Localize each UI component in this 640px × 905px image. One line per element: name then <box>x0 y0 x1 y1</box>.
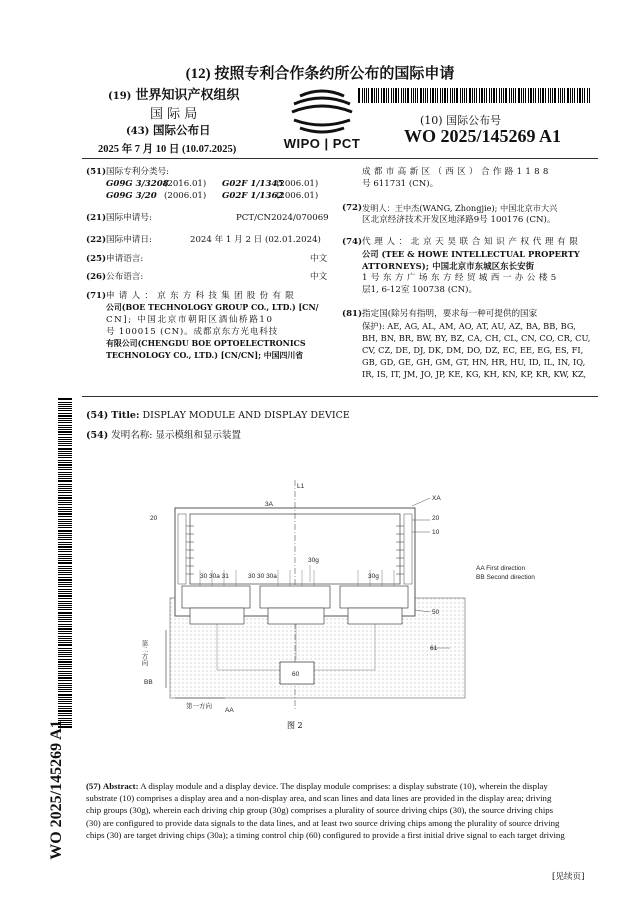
title-english: (54) Title: DISPLAY MODULE AND DISPLAY DEVICE <box>86 410 350 421</box>
barcode-bar <box>474 88 475 103</box>
barcode-bar <box>481 88 483 103</box>
barcode-bar <box>58 500 72 501</box>
barcode-bar <box>58 537 72 538</box>
barcode-bar <box>584 88 585 103</box>
barcode-bar <box>58 439 72 440</box>
barcode-bar <box>58 556 72 557</box>
barcode-bar <box>58 513 72 515</box>
organization-block: (19) 世界知识产权组织 国 际 局 <box>108 88 240 122</box>
barcode-bar <box>58 648 72 649</box>
barcode-bar <box>58 509 72 510</box>
figure-caption: 图 2 <box>287 721 303 730</box>
barcode-bar <box>58 666 72 667</box>
barcode-bar <box>535 88 536 103</box>
barcode-bar <box>58 584 72 585</box>
barcode-bar <box>528 88 529 103</box>
driving-chip-groups <box>182 586 408 624</box>
barcode-bar <box>444 88 446 103</box>
barcode-bar <box>58 507 72 508</box>
barcode-bar <box>58 546 72 548</box>
barcode-bar <box>58 429 72 430</box>
barcode-bar <box>58 413 72 414</box>
barcode-bar <box>58 451 72 452</box>
label-30-30-30a: 30 30 30a <box>248 573 277 580</box>
ipc-code-1: G09G 3/3208 <box>106 179 169 189</box>
barcode-bar <box>58 664 72 665</box>
barcode-bar <box>503 88 504 103</box>
label-l1: L1 <box>297 483 305 490</box>
states-num: (81) <box>342 309 363 319</box>
barcode-bar <box>58 410 72 411</box>
barcode-bar <box>391 88 392 103</box>
barcode-bar <box>518 88 520 103</box>
side-publication-number: WO 2025/145269 A1 <box>48 720 65 860</box>
barcode-bar <box>58 640 72 641</box>
barcode-bar <box>545 88 546 103</box>
barcode-bar <box>58 593 72 594</box>
filing-lang-num: (25) <box>86 254 107 264</box>
barcode-bar <box>579 88 581 103</box>
barcode-bar <box>415 88 416 103</box>
barcode-bar <box>58 582 72 583</box>
barcode-bar <box>58 443 72 444</box>
barcode-bar <box>364 88 365 103</box>
barcode-bar <box>381 88 382 103</box>
barcode-bar <box>58 404 72 405</box>
barcode-bar <box>58 521 72 522</box>
barcode-bar <box>484 88 485 103</box>
barcode-bar <box>378 88 379 103</box>
barcode-bar <box>440 88 441 103</box>
label-50: 50 <box>432 609 440 616</box>
barcode-bar <box>58 685 72 686</box>
barcode-bar <box>395 88 397 103</box>
agent-text: 代理人：北京天昊联合知识产权代理有限 公司 (TEE & HOWE INTELLECTUAL PROPERTY ATTORNEYS); 中国北京市东城区东长安街 1号东方广场东方经贸城西一办公楼5 层1, 6-12室 100738 (CN)。 <box>362 237 582 295</box>
barcode-bar <box>523 88 524 103</box>
barcode-bar <box>358 88 360 103</box>
ipc-year-3: (2006.01) <box>164 191 207 201</box>
pub-lang-num: (26) <box>86 272 107 282</box>
barcode-bar <box>505 88 507 103</box>
agent-num: (74) <box>342 237 363 247</box>
barcode-bar <box>464 88 465 103</box>
barcode-bar <box>58 455 72 456</box>
barcode-bar <box>587 88 588 103</box>
barcode-bar <box>58 677 72 679</box>
barcode-bar <box>58 418 72 419</box>
barcode-bar <box>462 88 463 103</box>
barcode-bar <box>574 88 575 103</box>
continued-note: [见续页] <box>552 872 585 882</box>
designated-states: 指定国(除另有指明，要求每一种可提供的国家 保护): AE, AG, AL, AM, AO, AT, AU, AZ, BA, BB, BG, BH, BN, BR, BW, BY, BZ, CA, CH, CL, CN, CO, CR, CU, CV, CZ, DE, DJ, DK, DM, DO, DZ, EC, EE, EG, ES, FI, GB, GD, GE, GH, GM, GT, HN, HR, HU, ID, IL, IN, IQ, IR, IS, IT, JM, JO, JP, KE, KG, KH, KN, KP, KR, KW, KZ, <box>362 309 591 379</box>
barcode-bar <box>560 88 561 103</box>
barcode-bar <box>567 88 569 103</box>
figure-drawing <box>130 470 590 740</box>
label-aa: AA <box>225 707 234 714</box>
barcode-bar <box>554 88 556 103</box>
label-60: 60 <box>292 671 300 678</box>
barcode-bar <box>540 88 541 103</box>
barcode-bar <box>58 638 72 639</box>
barcode-bar <box>58 659 72 660</box>
barcode-bar <box>425 88 426 103</box>
barcode-bar <box>58 668 72 669</box>
barcode-bar <box>58 549 72 550</box>
barcode-bar <box>58 472 72 473</box>
filing-date-label: 国际申请日: <box>106 235 152 245</box>
label-61: 61 <box>430 645 438 652</box>
barcode-bar <box>550 88 551 103</box>
barcode-bar <box>58 617 72 618</box>
barcode-bar <box>58 642 72 643</box>
barcode-bar <box>472 88 473 103</box>
barcode-bar <box>58 408 72 409</box>
barcode-bar <box>430 88 431 103</box>
label-first-direction: 第一方向 <box>186 703 212 710</box>
barcode-bar <box>58 560 72 561</box>
label-20-left: 20 <box>150 515 158 522</box>
pub-lang-label: 公布语言: <box>106 272 144 282</box>
barcode-bar <box>577 88 578 103</box>
inventor-text: 发明人：王中杰(WANG, Zhongjie); 中国北京市大兴 区北京经济技术开发区地泽路9号 100176 (CN)。 <box>362 203 558 225</box>
barcode-bar <box>58 474 72 475</box>
barcode-bar <box>58 591 72 592</box>
barcode-bar <box>58 441 72 442</box>
section-divider <box>82 396 598 397</box>
ipc-code-4: G02F 1/1362 <box>222 191 284 201</box>
barcode-bar <box>388 88 389 103</box>
barcode-bar <box>58 431 72 433</box>
barcode-bar <box>386 88 387 103</box>
barcode-bar <box>58 469 72 470</box>
pubdate-block: (43) 国际公布日 2025 年 7 月 10 日 (10.07.2025) <box>98 123 237 155</box>
barcode-bar <box>564 88 565 103</box>
barcode-bar <box>493 88 495 103</box>
barcode-bar <box>420 88 422 103</box>
patent-figure <box>130 470 590 740</box>
barcode-bar <box>501 88 502 103</box>
barcode-bar <box>58 519 72 520</box>
barcode-bar <box>58 612 72 614</box>
barcode-bar <box>58 490 72 491</box>
label-second-direction: 第二方向 <box>140 640 148 666</box>
barcode-bar <box>423 88 424 103</box>
applicant-line: 有限公司(CHENGDU BOE OPTOELECTRONICS <box>106 339 306 348</box>
barcode-bar <box>58 568 72 569</box>
barcode-bar <box>58 631 72 632</box>
barcode-bar <box>58 544 72 545</box>
barcode-bar <box>374 88 375 103</box>
barcode-bar <box>58 605 72 606</box>
applicant-line: CN]; 中国北京市朝阳区酒仙桥路10 <box>106 315 274 325</box>
barcode-bar <box>513 88 514 103</box>
inventor-num: (72) <box>342 203 363 213</box>
barcode-bar <box>572 88 573 103</box>
barcode-bar <box>417 88 418 103</box>
barcode-bar <box>58 457 72 458</box>
pub-lang-value: 中文 <box>310 272 328 282</box>
barcode-bar <box>58 484 72 485</box>
barcode-bar <box>542 88 544 103</box>
barcode-bar <box>58 656 72 657</box>
barcode-bar <box>525 88 526 103</box>
barcode-bar <box>533 88 534 103</box>
barcode-bar <box>58 445 72 446</box>
barcode-bar <box>58 516 72 517</box>
barcode-bar <box>58 427 72 428</box>
title-chinese: (54) 发明名称: 显示模组和显示装置 <box>86 430 241 441</box>
barcode-bar <box>499 88 500 103</box>
barcode-bar <box>58 525 72 526</box>
barcode-bar <box>589 88 590 103</box>
barcode-bar <box>58 579 72 581</box>
barcode-bar <box>58 595 72 597</box>
barcode-bar <box>58 480 72 482</box>
barcode-bar <box>432 88 434 103</box>
barcode-bar <box>466 88 467 103</box>
barcode-bar <box>58 607 72 608</box>
barcode-bar <box>452 88 453 103</box>
applicant-continued: 成都市高新区（西区）合作路1188 号 611731 (CN)。 <box>362 167 552 189</box>
barcode-bar <box>58 437 72 438</box>
barcode-bar <box>58 572 72 573</box>
barcode-bar <box>58 577 72 578</box>
filing-lang-value: 中文 <box>310 254 328 264</box>
applicant-text <box>106 290 334 362</box>
barcode-bar <box>58 654 72 655</box>
barcode-bar <box>58 671 72 672</box>
barcode-bar <box>456 88 458 103</box>
barcode-bar <box>58 460 72 461</box>
filing-lang-label: 申请语言: <box>106 254 144 264</box>
barcode-bar <box>58 476 72 477</box>
applicant-num: (71) <box>86 291 107 301</box>
barcode-bar <box>570 88 571 103</box>
barcode-bar <box>58 558 72 559</box>
label-30g-right: 30g <box>368 573 379 580</box>
barcode-bar <box>58 624 72 625</box>
barcode-bar <box>58 539 72 540</box>
ipc-year-4: (2006.01) <box>276 191 319 201</box>
barcode-bar <box>58 527 72 528</box>
barcode-bar <box>58 434 72 435</box>
barcode-bar <box>393 88 394 103</box>
barcode-bar <box>371 88 373 103</box>
applicant-line: TECHNOLOGY CO., LTD.) [CN/CN]; 中国四川省 <box>106 351 304 360</box>
legend-aa: AA First direction <box>476 565 526 572</box>
barcode-bar <box>58 626 72 627</box>
barcode-bar <box>58 511 72 512</box>
pubno-value: WO 2025/145269 A1 <box>404 126 562 146</box>
barcode-bar <box>58 425 72 426</box>
pubno-label: (10) 国际公布号 <box>420 114 502 127</box>
barcode-bar <box>58 673 72 674</box>
barcode-bar <box>58 504 72 505</box>
barcode-bar <box>58 464 72 466</box>
barcode-bar <box>58 650 72 651</box>
label-3a: 3A <box>265 501 273 508</box>
ipc-year-2: (2006.01) <box>276 179 319 189</box>
barcode-bar <box>486 88 487 103</box>
barcode-bar <box>58 488 72 489</box>
wipo-logo: WIPO | PCT <box>272 84 372 154</box>
label-10: 10 <box>432 529 440 536</box>
barcode-bar <box>58 687 72 688</box>
barcode-bar <box>58 574 72 575</box>
ipc-code-2: G02F 1/1345 <box>222 179 284 189</box>
barcode-bar <box>58 398 72 400</box>
barcode-bar <box>58 586 72 587</box>
barcode-bar <box>58 535 72 536</box>
barcode-bar <box>58 554 72 555</box>
barcode-bar <box>582 88 583 103</box>
barcode-bar <box>58 609 72 610</box>
barcode-bar <box>58 675 72 676</box>
barcode-bar <box>58 422 72 423</box>
app-no-num: (21) <box>86 213 107 223</box>
barcode-bar <box>58 562 72 564</box>
barcode-bar <box>58 453 72 454</box>
barcode-bar <box>496 88 497 103</box>
barcode-bar <box>58 615 72 616</box>
barcode-bar <box>58 502 72 503</box>
filing-date-num: (22) <box>86 235 107 245</box>
ipc-num: (51) <box>86 167 107 177</box>
barcode-bar <box>491 88 492 103</box>
barcode-bar <box>558 88 559 103</box>
barcode-bar <box>407 88 409 103</box>
app-no-label: 国际申请号: <box>106 213 152 223</box>
barcode-bar <box>58 420 72 421</box>
applicant-line: 号 100015 (CN)。成都京东方光电科技 <box>106 327 279 337</box>
barcode-bar <box>376 88 377 103</box>
barcode-bar <box>58 486 72 487</box>
barcode-bar <box>58 462 72 463</box>
barcode-bar <box>362 88 363 103</box>
barcode-bar <box>450 88 451 103</box>
barcode-bar <box>411 88 412 103</box>
barcode-bar <box>58 523 72 524</box>
barcode-bar <box>58 566 72 567</box>
label-bb: BB <box>144 679 153 686</box>
barcode-bar <box>58 492 72 493</box>
barcode-bar <box>530 88 532 103</box>
filing-date-value: 2024 年 1 月 2 日 (02.01.2024) <box>190 235 321 245</box>
barcode-bar <box>58 448 72 450</box>
barcode-bar <box>454 88 455 103</box>
barcode-bar <box>58 402 72 403</box>
barcode-bar <box>58 542 72 543</box>
barcode-bar <box>368 88 369 103</box>
barcode-bar <box>58 589 72 590</box>
barcode-bar <box>383 88 385 103</box>
barcode-bar <box>435 88 436 103</box>
barcode-bar <box>58 652 72 653</box>
barcode-bar <box>58 533 72 534</box>
barcode-bar <box>58 415 72 417</box>
barcode-bar <box>58 683 72 684</box>
barcode-bar <box>58 601 72 602</box>
barcode-bar <box>58 680 72 681</box>
barcode-bar <box>437 88 438 103</box>
barcode-bar <box>58 406 72 407</box>
barcode-bar <box>58 628 72 630</box>
barcode-bar <box>460 88 461 103</box>
barcode-bar <box>447 88 448 103</box>
barcode-bar <box>489 88 490 103</box>
barcode-bar <box>58 603 72 604</box>
applicant-line: 公司(BOE TECHNOLOGY GROUP CO., LTD.) [CN/ <box>106 303 319 312</box>
barcode-bar <box>58 619 72 620</box>
app-no-value: PCT/CN2024/070069 <box>236 213 329 223</box>
barcode-bar <box>515 88 516 103</box>
ipc-label: 国际专利分类号: <box>106 167 170 177</box>
barcode-bar <box>511 88 512 103</box>
barcode-bar <box>405 88 406 103</box>
barcode-bar <box>521 88 522 103</box>
barcode-bar <box>58 598 72 599</box>
barcode-bar <box>427 88 428 103</box>
barcode-bar <box>562 88 563 103</box>
barcode-bar <box>469 88 471 103</box>
document-title: (12) 按照专利合作条约所公布的国际申请 <box>185 66 455 82</box>
barcode-bar <box>58 467 72 468</box>
barcode-bar <box>58 636 72 637</box>
ipc-year-1: (2016.01) <box>164 179 207 189</box>
barcode-bar <box>538 88 539 103</box>
barcode-bar <box>58 530 72 532</box>
barcode-bar <box>552 88 553 103</box>
label-30-30a-31: 30 30a 31 <box>200 573 229 580</box>
barcode-bar <box>58 478 72 479</box>
barcode-bar <box>58 551 72 552</box>
barcode-bar <box>58 497 72 499</box>
label-20-right: 20 <box>432 515 440 522</box>
barcode-bar <box>58 495 72 496</box>
barcode-bar <box>398 88 399 103</box>
applicant-line: 申请人：京东方科技集团股份有限 <box>106 291 298 301</box>
barcode-side <box>58 398 72 728</box>
barcode-bar <box>403 88 404 103</box>
barcode-bar <box>442 88 443 103</box>
barcode-bar <box>401 88 402 103</box>
barcode-bar <box>366 88 367 103</box>
barcode-top <box>358 88 590 103</box>
barcode-bar <box>548 88 549 103</box>
abstract: (57) Abstract: A display module and a display device. The display module comprises: a display substrate (10), wherein the display substrate (10) comprises a display area and a non-display area, and scan lines and data lines are provided in the display area; driving chip groups (30g), wherein each driving chip group (30g) comprises a plurality of source driving chips (30), the source driving chips (30) are configured to provide data signals to the data lines, and at least two source driving chips among the plurality of source driving chips (30) are target driving chips (30a); a timing control chip (60) configured to provide a first initial drive signal to each target driving <box>86 781 565 840</box>
barcode-bar <box>476 88 477 103</box>
barcode-bar <box>58 621 72 622</box>
ipc-code-3: G09G 3/20 <box>106 191 157 201</box>
barcode-bar <box>58 661 72 663</box>
barcode-bar <box>413 88 414 103</box>
legend-bb: BB Second direction <box>476 574 535 581</box>
barcode-bar <box>479 88 480 103</box>
barcode-bar <box>509 88 510 103</box>
barcode-bar <box>58 644 72 646</box>
label-30g-center: 30g <box>308 557 319 564</box>
barcode-bar <box>58 570 72 571</box>
header-divider <box>82 158 598 159</box>
label-xa: XA <box>432 495 441 502</box>
barcode-bar <box>58 633 72 634</box>
